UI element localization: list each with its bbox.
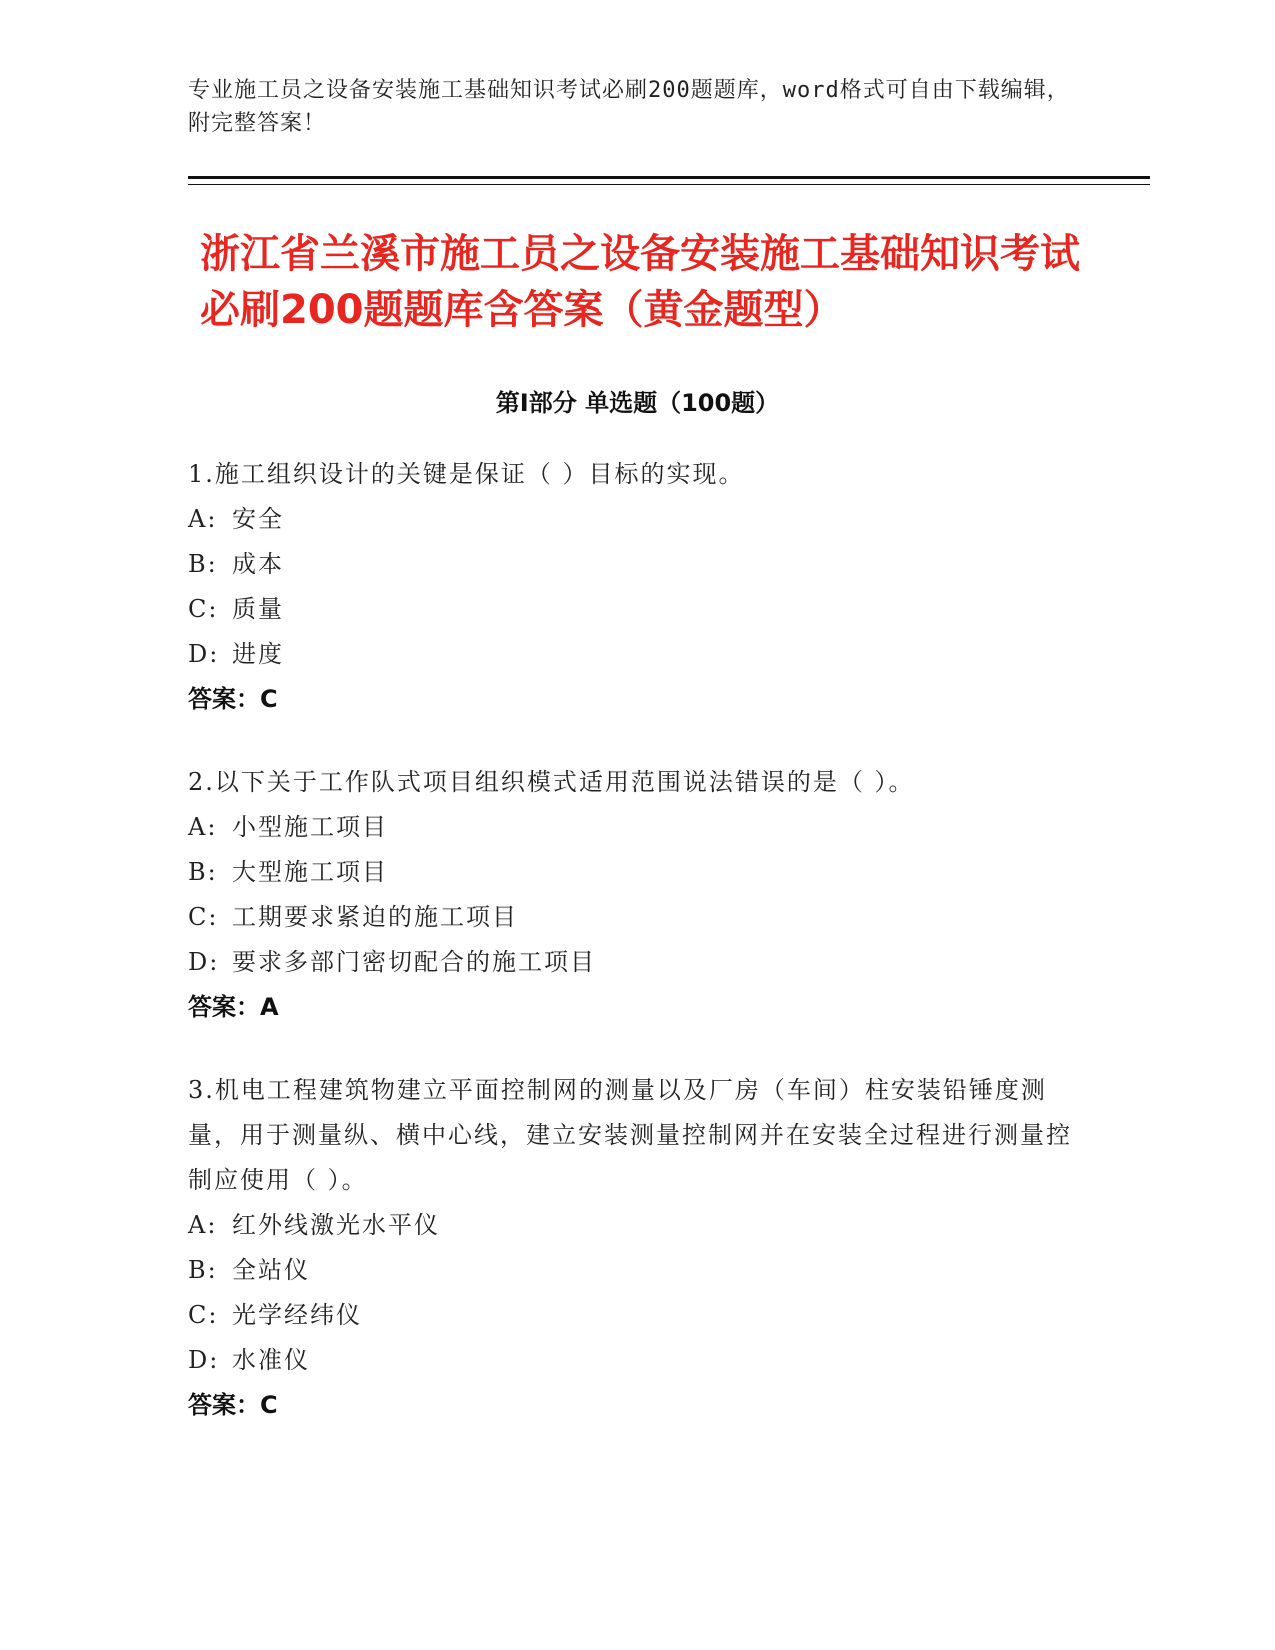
option-b (188, 542, 1078, 587)
answer-line: 答案：C (188, 685, 278, 713)
option-text: 全站仪 (232, 1256, 310, 1284)
option-letter: C: (188, 595, 219, 623)
option-letter: B: (188, 858, 218, 886)
option-a (188, 497, 1078, 542)
option-b (188, 850, 1078, 895)
option-d (188, 940, 1078, 985)
option-a (188, 1203, 1078, 1248)
option-text: 要求多部门密切配合的施工项目 (232, 948, 596, 976)
option-letter: C: (188, 903, 219, 931)
header-note: 专业施工员之设备安装施工基础知识考试必刷200题题库，word格式可自由下载编辑，附完整答案！ (188, 78, 1070, 136)
option-d (188, 632, 1078, 677)
option-text: 工期要求紧迫的施工项目 (232, 903, 518, 931)
option-letter: D: (188, 640, 220, 668)
option-b (188, 1248, 1078, 1293)
question-1 (188, 452, 1078, 722)
option-text: 光学经纬仪 (232, 1301, 362, 1329)
option-letter: A: (188, 505, 218, 533)
question-stem: 3.机电工程建筑物建立平面控制网的测量以及厂房（车间）柱安装铅锤度测量，用于测量纵、横中心线，建立安装测量控制网并在安装全过程进行测量控制应使用（ ）。 (188, 1076, 1072, 1194)
question-2 (188, 760, 1078, 1030)
option-text: 大型施工项目 (232, 858, 388, 886)
option-letter: A: (188, 1211, 218, 1239)
option-c (188, 1293, 1078, 1338)
question-stem: 2.以下关于工作队式项目组织模式适用范围说法错误的是（ ）。 (188, 768, 915, 796)
header-divider-thin (188, 184, 1150, 185)
option-d (188, 1338, 1078, 1383)
option-letter: A: (188, 813, 218, 841)
question-3 (188, 1068, 1078, 1428)
option-letter: B: (188, 1256, 218, 1284)
answer-line: 答案：C (188, 1391, 278, 1419)
option-letter: B: (188, 550, 218, 578)
option-text: 安全 (232, 505, 284, 533)
option-letter: D: (188, 1346, 220, 1374)
section-heading: 第Ⅰ部分 单选题（100题） (495, 389, 780, 417)
question-stem: 1.施工组织设计的关键是保证（ ）目标的实现。 (188, 460, 745, 488)
option-letter: D: (188, 948, 220, 976)
option-c (188, 587, 1078, 632)
option-text: 进度 (232, 640, 284, 668)
option-text: 小型施工项目 (232, 813, 388, 841)
answer-line: 答案：A (188, 993, 279, 1021)
option-text: 成本 (232, 550, 284, 578)
document-title: 浙江省兰溪市施工员之设备安装施工基础知识考试必刷200题题库含答案（黄金题型） (200, 231, 1080, 333)
option-letter: C: (188, 1301, 219, 1329)
option-text: 红外线激光水平仪 (232, 1211, 440, 1239)
option-c (188, 895, 1078, 940)
option-a (188, 805, 1078, 850)
option-text: 水准仪 (232, 1346, 310, 1374)
option-text: 质量 (232, 595, 284, 623)
header-divider-thick (188, 176, 1150, 179)
